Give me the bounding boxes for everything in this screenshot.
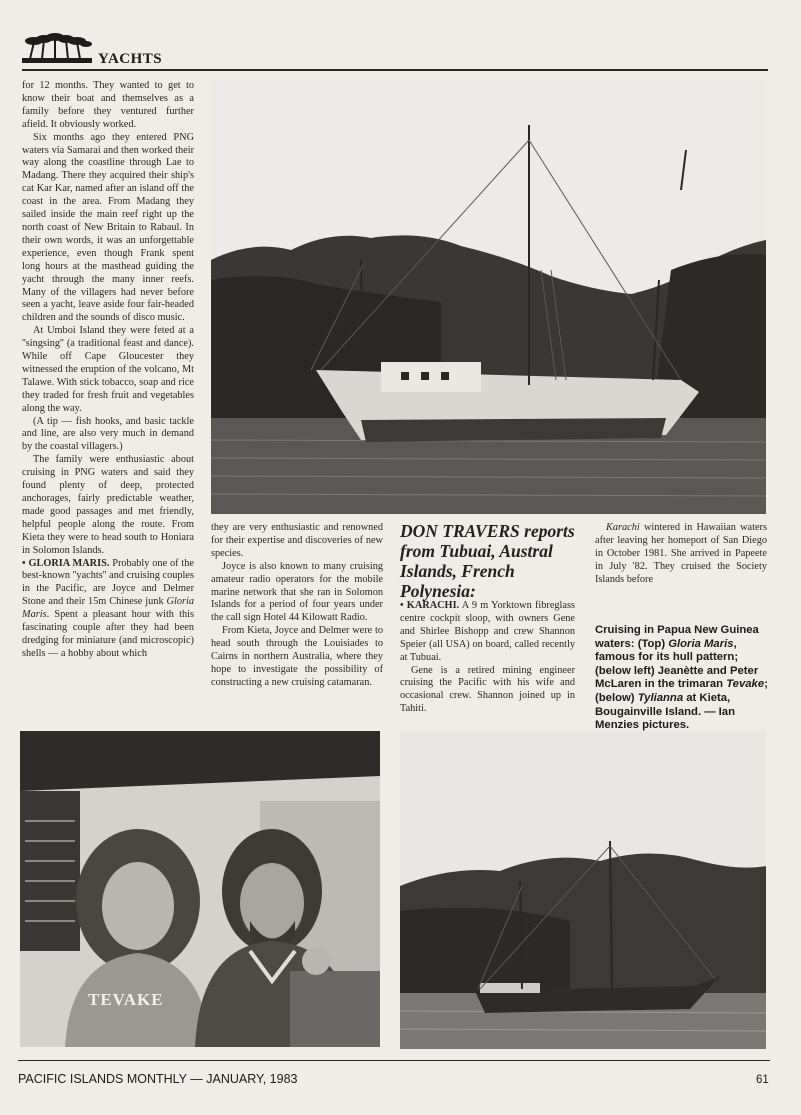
text-run: Probably one of the best-known ''yachts'' and cruising couples in the Pacific, are Joyce and Delmer Stone and their 15m Chinese junk <box>22 557 194 608</box>
paragraph: Six months ago they entered PNG waters via Samarai and then worked their way along the coastline through Lae to Madang. There they acquired their ship's cat Kar Kar, named after an island off the coast in the area. From Madang they sailed inside the main reef right up the north coast of New Britain to Rabaul. In their own words, it was an unforgettable experience, even though Frank spent long hours at the masthead guiding the yacht through the many inner reefs. Many of the villagers had never before seen a yacht, leave aside four fair-headed children and the sounds of disco music. <box>22 131 194 324</box>
photo-couple-mclaren <box>20 731 380 1047</box>
paragraph-gloria-maris <box>22 558 194 661</box>
section-title: YACHTS <box>98 51 163 67</box>
paragraph: for 12 months. They wanted to get to know their boat and themselves as a family before they ventured further afield. It obviously worked. <box>22 80 194 130</box>
article-column-1 <box>22 80 194 661</box>
boat-name: Tevake <box>726 678 765 691</box>
boat-name: Karachi <box>606 522 640 533</box>
item-lead: • KARACHI. <box>400 600 460 611</box>
paragraph-karachi <box>400 600 575 665</box>
boat-name: Gloria Maris <box>22 596 194 621</box>
publication-footer: PACIFIC ISLANDS MONTHLY — JANUARY, 1983 <box>18 1072 298 1086</box>
paragraph: Joyce is also known to many cruising amateur radio operators for the mobile marine network that she ran in Solomon Islands for a period of four years under the call sign Hotel 44 Kilowatt Radio. <box>211 560 383 624</box>
article-column-2 <box>211 522 383 690</box>
boat-name: Gloria Maris <box>668 637 734 650</box>
paragraph: At Umboi Island they were feted at a ''singsing'' (a traditional feast and dance). While off Cape Gloucester they witnessed the eruption of the volcano, Mt Talawe. With stick tobacco, soap and rice they traded for fresh fruit and vegetables along the way. <box>22 325 194 414</box>
text-run: , famous for its hull pattern; (below left) Jeanètte and Peter McLaren in the trimaran <box>595 637 759 691</box>
paragraph: Gene is a retired mining engineer cruising the Pacific with his wife and occasional crew. Shannon joined up in Tahiti. <box>400 664 575 715</box>
photo-gloria-maris <box>211 80 766 514</box>
paragraph: they are very enthusiastic and renowned for their expertise and discoveries of new species. <box>211 522 383 559</box>
page-number: 61 <box>756 1074 769 1086</box>
text-run: . Spent a pleasant hour with this fascinating couple after they had been dredging for miniature (and microscopic) shells — a hobby about which <box>22 609 194 659</box>
footer-rule <box>18 1060 770 1061</box>
boat-name: Tylianna <box>637 691 684 704</box>
photo-tylianna <box>400 731 766 1049</box>
article-column-3 <box>400 600 575 716</box>
palm-trees-logo-icon <box>22 32 92 68</box>
text-run: Cruising in Papua New Guinea waters: (Top) <box>595 624 759 650</box>
paragraph <box>595 522 767 587</box>
paragraph: The family were enthusiastic about cruising in PNG waters and said they found plenty of deep, protected anchorages, fairly predictable weather, made good passages and met friendly, helpful people along the route. From Kieta they were to head south to Honiara in Solomon Islands. <box>22 454 194 556</box>
photo-caption <box>595 624 771 733</box>
item-lead: • GLORIA MARIS. <box>22 557 110 569</box>
text-run: A 9 m Yorktown fibreglass centre cockpit sloop, with owners Gene and Shirlee Bishopp and crew Shannon Speier (all USA) on board, called recently at Tubuai. <box>400 600 575 663</box>
header-rule <box>22 69 768 71</box>
text-run: at Kieta, Bougainville Island. — Ian Menzies pictures. <box>595 691 735 732</box>
article-column-4 <box>595 522 767 587</box>
report-headline: DON TRAVERS reports from Tubuai, Austral Islands, French Polynesia: <box>400 521 575 601</box>
paragraph: (A tip — fish hooks, and basic tackle and line, are also very much in demand by the coastal villagers.) <box>22 415 194 453</box>
paragraph: From Kieta, Joyce and Delmer were to head south through the Louisiades to Cairns in northern Australia, where they hope to investigate the possibility of constructing a new cruising catamaran. <box>211 625 383 688</box>
shirt-text: TEVAKE <box>88 990 164 1009</box>
text-run: ; (below) <box>595 678 768 704</box>
text-run: wintered in Hawaiian waters after leaving her homeport of San Diego in October 1981. She arrived in Papeete in July '82. They cruised the Society Islands before <box>595 522 767 585</box>
